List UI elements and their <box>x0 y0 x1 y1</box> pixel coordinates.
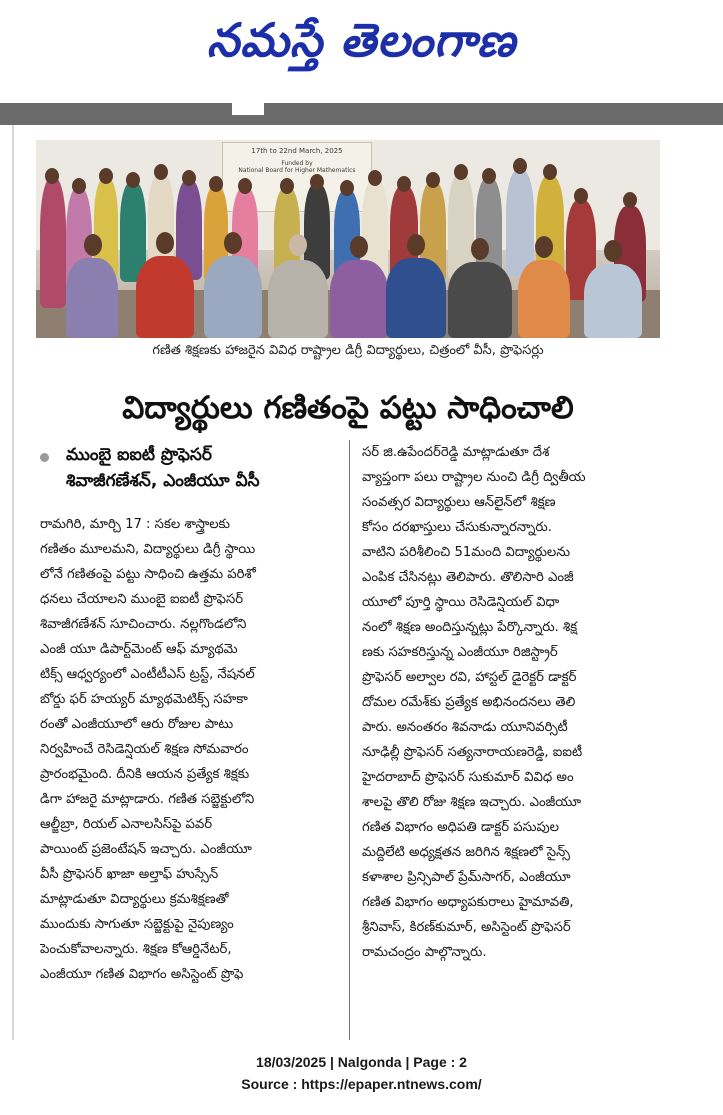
head <box>72 178 86 194</box>
head <box>280 178 294 194</box>
head <box>310 174 324 190</box>
head <box>238 178 252 194</box>
body-text-line: శ్రీనివాస్, కిరణ్‌కుమార్, అసిస్టెంట్ ప్రొఫెసర్ <box>362 920 571 935</box>
newspaper-masthead <box>0 0 723 92</box>
body-text-line: వాటిని పరిశీలించి 51మంది విద్యార్థులను <box>362 545 571 560</box>
head <box>426 172 440 188</box>
head <box>154 164 168 180</box>
seated-person <box>448 262 512 338</box>
head <box>397 176 411 192</box>
body-text-line: వీసీ ప్రొఫెసర్ ఖాజా అల్తాఫ్ హుస్సేన్ <box>40 867 219 882</box>
body-text-line: నంలో శిక్షణ అందిస్తున్నట్లు పేర్కొన్నారు. శిక్ష <box>362 620 578 635</box>
bullet-icon <box>40 453 49 462</box>
band-notch <box>232 103 264 115</box>
body-text-line: ప్రారంభమైంది. దీనికి ఆయన ప్రత్యేక శిక్షకు <box>40 767 250 782</box>
article-subheadline <box>36 441 336 497</box>
head <box>482 168 496 184</box>
body-text-line: ఆల్జీబ్రా, రియల్ ఎనాలసిస్‌పై పవర్ <box>40 817 213 832</box>
column-divider <box>349 440 350 1040</box>
head <box>368 170 382 186</box>
banner-funded-by: Funded by <box>281 160 313 167</box>
body-text-line: రంతో ఎంజీయూలో ఆరు రోజుల పాటు <box>40 717 234 732</box>
subheadline-line-1: ముంబై ఐఐటీ ప్రొఫెసర్ <box>66 445 212 465</box>
photo-caption: గణిత శిక్షణకు హాజరైన వివిధ రాష్ట్రాల డిగ్రీ విద్యార్థులు, చిత్రంలో వీసీ, ప్రొఫెసర్లు <box>152 343 544 358</box>
head <box>84 234 102 256</box>
head <box>604 240 622 262</box>
body-text-line: టిక్స్ ఆధ్వర్యంలో ఎంటీటీఎస్ ట్రస్ట్, నేషనల్ <box>40 667 255 682</box>
head <box>289 234 307 256</box>
subheadline-line-2: శివాజీగణేశన్, ఎంజీయూ వీసీ <box>66 471 260 491</box>
body-text-line: గణితం మూలమని, విద్యార్థులు డిగ్రీ స్థాయి <box>40 542 256 557</box>
body-text-line: సంవత్సర విద్యార్థులు ఆన్‌లైన్‌లో శిక్షణ <box>362 495 556 510</box>
body-text-line: లోనే గణితంపై పట్టు సాధించి ఉత్తమ పరిశో <box>40 567 256 582</box>
article-body-left-column <box>40 512 340 987</box>
body-text-line: బోర్డు ఫర్ హయ్యర్ మ్యాథమెటిక్స్ సహకా <box>40 692 248 707</box>
footer-source-link: Source : https://epaper.ntnews.com/ <box>241 1076 482 1092</box>
body-text-line: ఎంజీయూ గణిత విభాగం అసిస్టెంట్ ప్రొఫె <box>40 967 244 982</box>
banner-funder: National Board for Higher Mathematics <box>238 167 356 174</box>
body-text-line: డిగా హాజరై మాట్లాడారు. గణిత సబ్జెక్టులోని <box>40 792 255 807</box>
body-text-line: ముందుకు సాగుతూ సబ్జెక్టుపై నైపుణ్యం <box>40 917 234 932</box>
article-body-right-column <box>362 440 662 965</box>
body-text-line: కోసం దరఖాస్తులు చేసుకున్నారన్నారు. <box>362 520 552 535</box>
body-text-line: ప్రొఫెసర్ అల్వాల రవి, హాస్టల్ డైరెక్టర్ డాక్టర్ <box>362 670 577 685</box>
left-rule-line <box>12 125 14 1040</box>
body-text-line: రామగిరి, మార్చి 17 : సకల శాస్త్రాలకు <box>40 517 230 532</box>
head <box>535 236 553 258</box>
body-text-line: నిర్వహించే రెసిడెన్షియల్ శిక్షణ సోమవారం <box>40 742 249 757</box>
head <box>224 232 242 254</box>
body-text-line: శాలపై తొలి రోజు శిక్షణ ఇచ్చారు. ఎంజీయూ <box>362 795 582 810</box>
head <box>471 238 489 260</box>
head <box>45 168 59 184</box>
body-text-line: మాట్లాడుతూ విద్యార్థులు క్రమశిక్షణతో <box>40 892 229 907</box>
head <box>156 232 174 254</box>
standing-person <box>40 178 66 308</box>
footer-edition-info: 18/03/2025 | Nalgonda | Page : 2 <box>256 1054 467 1070</box>
body-text-line: రామచంద్రం పాల్గొన్నారు. <box>362 945 487 960</box>
head <box>350 236 368 258</box>
body-text-line: శివాజీగణేశన్ సూచించారు. నల్లగొండలోని <box>40 617 247 632</box>
body-text-line: పాయింట్ ప్రజెంటేషన్ ఇచ్చారు. ఎంజీయూ <box>40 842 252 857</box>
news-clipping <box>0 103 723 1040</box>
seated-person <box>584 264 642 338</box>
head <box>99 168 113 184</box>
top-grey-band <box>0 103 723 125</box>
head <box>340 180 354 196</box>
group-photo <box>36 140 660 338</box>
body-text-line: ఎంజీ యూ డిపార్ట్‌మెంట్ ఆఫ్ మ్యాథమె <box>40 642 238 657</box>
standing-person <box>506 170 534 276</box>
body-text-line: యూలో పూర్తి స్థాయి రెసిడెన్షియల్ విధా <box>362 595 560 610</box>
body-text-line: ధనలు చేయాలని ముంబై ఐఐటీ ప్రొఫెసర్ <box>40 592 244 607</box>
seated-person <box>386 258 446 338</box>
head <box>574 188 588 204</box>
body-text-line: గణిత విభాగం అధ్యాపకురాలు హైమావతి, <box>362 895 574 910</box>
seated-person <box>136 256 194 338</box>
seated-person <box>66 258 118 338</box>
body-text-line: కళాశాల ప్రిన్సిపాల్ ప్రేమ్‌సాగర్, ఎంజీయూ <box>362 870 571 885</box>
body-text-line: గణిత విభాగం అధిపతి డాక్టర్ పసుపుల <box>362 820 560 835</box>
seated-person <box>268 260 328 338</box>
body-text-line: ఎంపిక చేసినట్లు తెలిపారు. తొలిసారి ఎంజీ <box>362 570 574 585</box>
body-text-line: నూఢిల్లీ ప్రొఫెసర్ సత్యనారాయణరెడ్డి, ఐఐటీ <box>362 745 583 760</box>
body-text-line: పారు. అనంతరం శివనాడు యూనివర్సిటీ <box>362 720 568 735</box>
seated-person <box>204 256 262 338</box>
body-text-line: హైదరాబాద్ ప్రొఫెసర్ సుకుమార్ వివిధ అం <box>362 770 574 785</box>
body-text-line: మద్దిలేటి అధ్యక్షతన జరిగిన శిక్షణలో సైన్స్ <box>362 845 570 860</box>
body-text-line: వ్యాప్తంగా పలు రాష్ట్రాల నుంచి డిగ్రీ ద్వితీయ <box>362 470 586 485</box>
head <box>543 164 557 180</box>
article-headline: విద్యార్థులు గణితంపై పట్టు సాధించాలి <box>122 389 574 426</box>
banner-dates: 17th to 22nd March, 2025 <box>251 147 343 155</box>
head <box>126 172 140 188</box>
masthead-title: నమస్తే తెలంగాణ <box>206 13 517 67</box>
head <box>209 176 223 192</box>
body-text-line: పెంచుకోవాలన్నారు. శిక్షణ కోఆర్డినేటర్, <box>40 942 232 957</box>
seated-person <box>330 260 388 338</box>
seated-person <box>518 260 570 338</box>
head <box>623 192 637 208</box>
body-text-line: సర్ జి.ఉపేందర్‌రెడ్డి మాట్లాడుతూ దేశ <box>362 445 550 460</box>
head <box>454 164 468 180</box>
body-text-line: దోమల రమేశ్‌కు ప్రత్యేక అభినందనలు తెలి <box>362 695 576 710</box>
head <box>513 158 527 174</box>
head <box>182 170 196 186</box>
body-text-line: ణకు సహకరిస్తున్న ఎంజీయూ రిజిస్ట్రార్ <box>362 645 558 660</box>
head <box>407 234 425 256</box>
